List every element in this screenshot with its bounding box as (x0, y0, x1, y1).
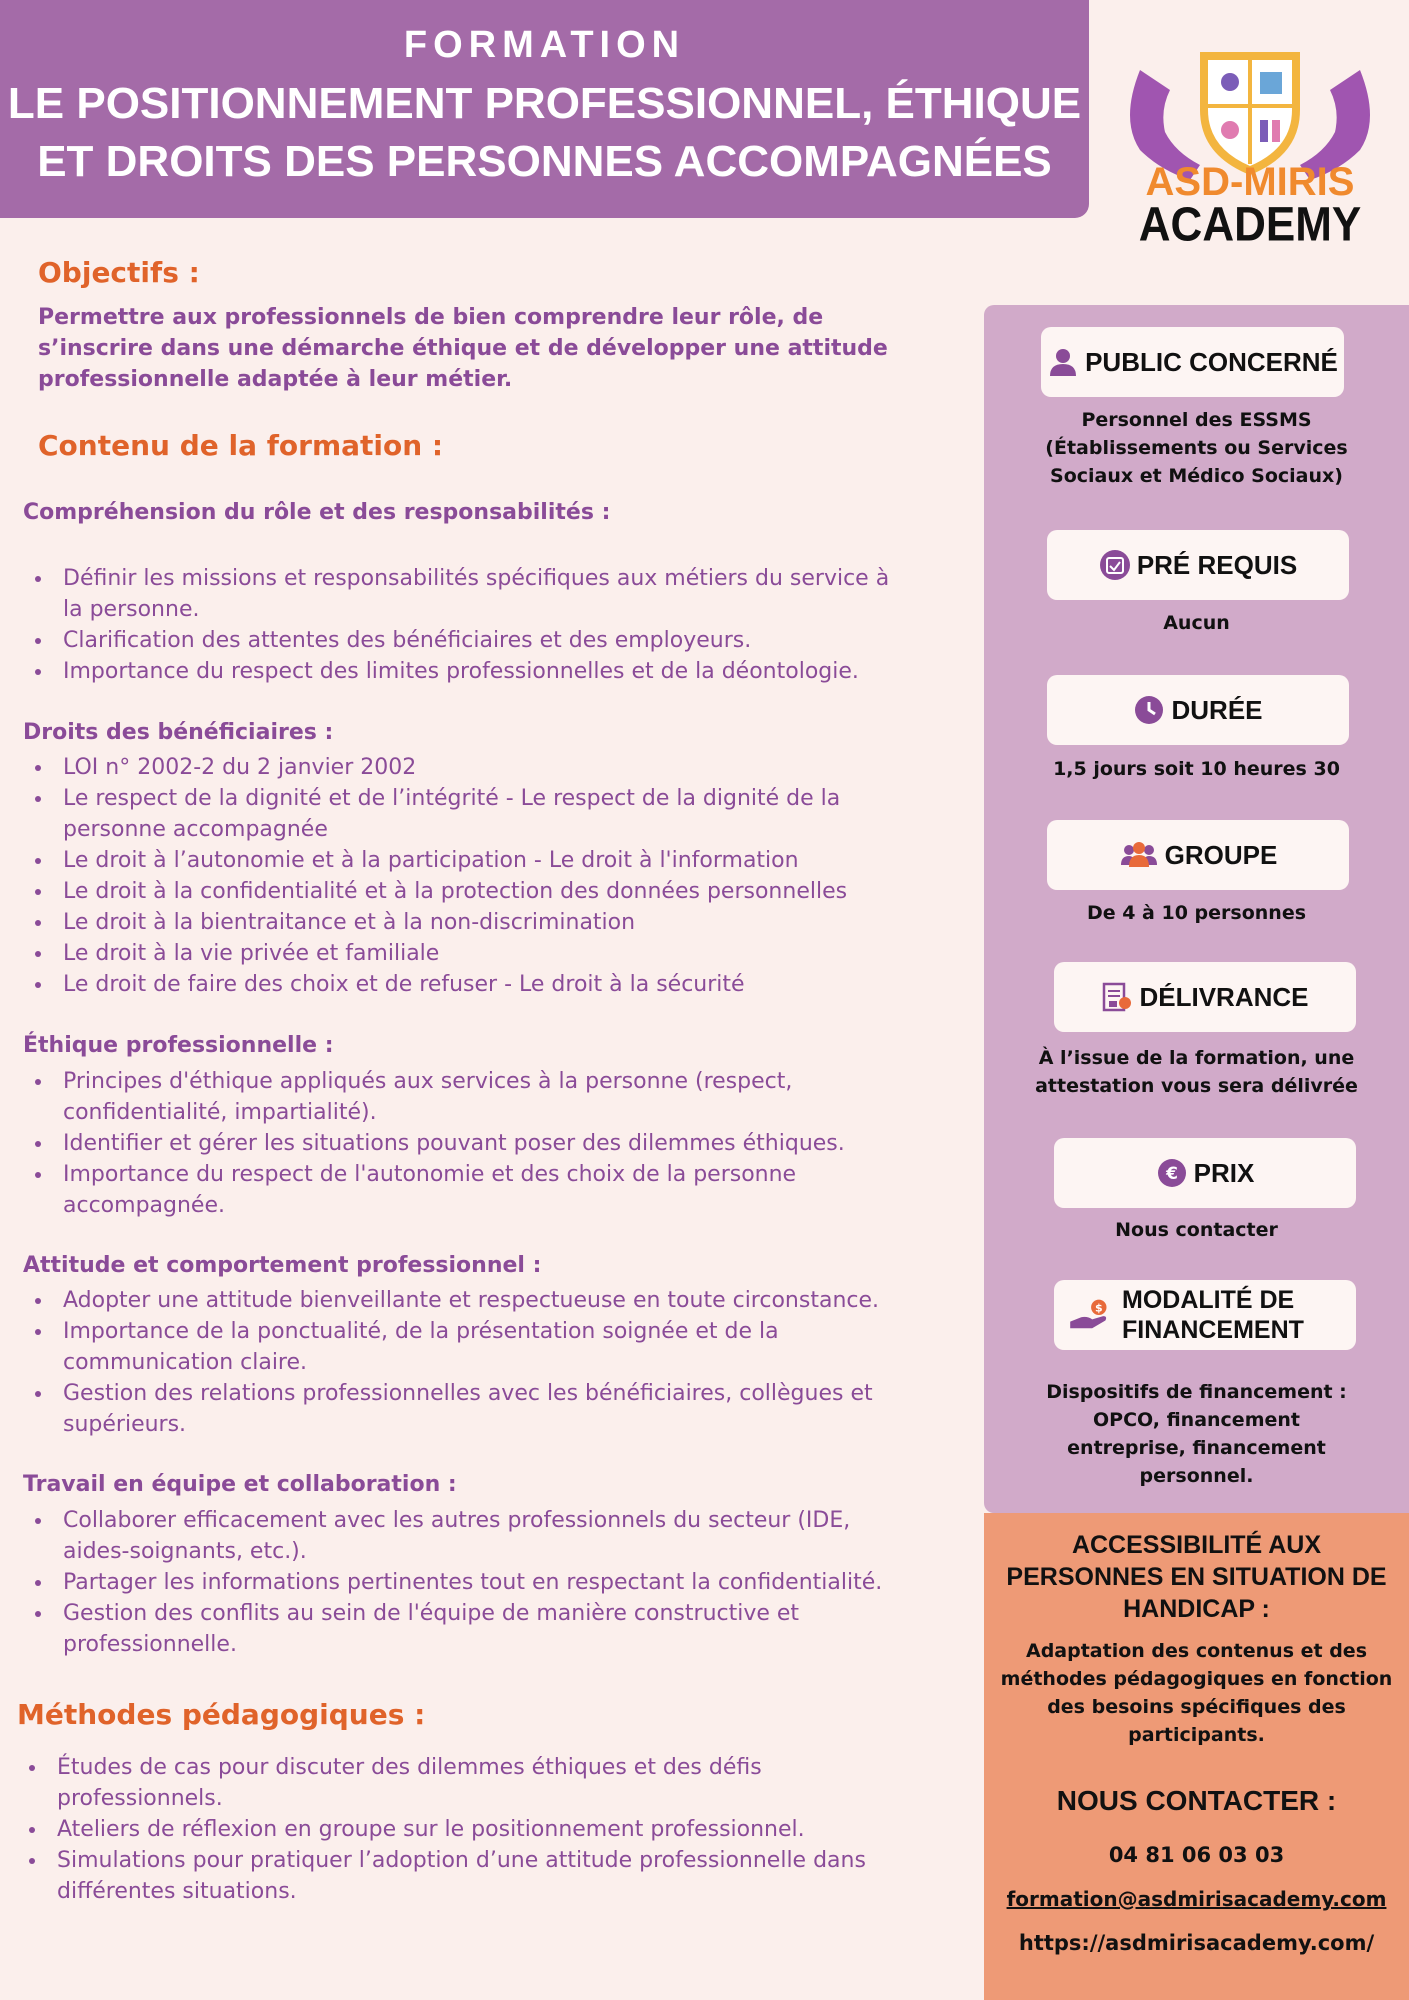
pill-label: DURÉE (1171, 694, 1263, 725)
section-title: Travail en équipe et collaboration : (23, 1472, 457, 1497)
list-item: Ateliers de réflexion en groupe sur le positionnement professionnel. (17, 1814, 957, 1845)
accessibility-title: ACCESSIBILITÉ AUX PERSONNES EN SITUATION DE HANDICAP : (1006, 1531, 1387, 1623)
prix-value: Nous contacter (1115, 1219, 1278, 1241)
section-title: Attitude et comportement professionnel : (23, 1253, 542, 1278)
euro-icon (1156, 1157, 1188, 1189)
public-value: Personnel des ESSMS (Établissements ou Services Sociaux et Médico Sociaux) (1045, 409, 1348, 487)
pill-public (1041, 327, 1344, 397)
methodes-heading: Méthodes pédagogiques : (17, 1698, 426, 1731)
certificate-icon (1101, 981, 1133, 1013)
objectifs-text (38, 302, 938, 395)
delivrance-value: À l’issue de la formation, une attestation vous sera délivrée (1035, 1047, 1358, 1097)
section-list (23, 1066, 963, 1221)
page-title (0, 75, 1089, 191)
list-item: Études de cas pour discuter des dilemmes éthiques et des défis professionnels. (17, 1752, 957, 1814)
svg-text:$: $ (1094, 1301, 1103, 1315)
list-item: Importance du respect de l'autonomie et des choix de la personne accompagnée. (23, 1159, 963, 1221)
contact-email-link[interactable]: formation@asdmirisacademy.com (1006, 1887, 1387, 1911)
objectifs-heading: Objectifs : (38, 256, 200, 289)
section-list (23, 1505, 963, 1660)
pill-label: PRIX (1193, 1157, 1255, 1188)
clock-icon (1133, 694, 1165, 726)
list-item: Adopter une attitude bienveillante et respectueuse en toute circonstance. (23, 1285, 963, 1316)
list-item: Le droit de faire des choix et de refuser - Le droit à la sécurité (23, 969, 963, 1000)
person-icon (1047, 346, 1079, 378)
pill-delivrance (1054, 962, 1356, 1032)
group-icon (1119, 839, 1159, 871)
list-item: Partager les informations pertinentes tout en respectant la confidentialité. (23, 1567, 963, 1598)
header-banner (0, 0, 1089, 218)
objectifs-line: s’inscrire dans une démarche éthique et de développer une attitude (38, 336, 888, 361)
section-list (23, 752, 963, 1000)
section-list (23, 1285, 963, 1440)
accessibility-contact-panel (984, 1513, 1409, 2000)
list-item: Le droit à la bientraitance et à la non-discrimination (23, 907, 963, 938)
pill-groupe (1047, 820, 1349, 890)
pill-label: MODALITÉ DE FINANCEMENT (1122, 1286, 1304, 1344)
list-item: Principes d'éthique appliqués aux services à la personne (respect, confidentialité, impartialité). (23, 1066, 963, 1128)
contenu-heading: Contenu de la formation : (38, 429, 444, 462)
contact-phone[interactable]: 04 81 06 03 03 (1108, 1843, 1285, 1867)
title-line-1: LE POSITIONNEMENT PROFESSIONNEL, ÉTHIQUE (7, 79, 1082, 128)
list-item: Définir les missions et responsabilités spécifiques aux métiers du service à la personne. (23, 563, 963, 625)
pill-label: PRÉ REQUIS (1136, 549, 1298, 580)
list-item: Le droit à la confidentialité et à la protection des données personnelles (23, 876, 963, 907)
pill-label: DÉLIVRANCE (1139, 981, 1309, 1012)
list-item: Clarification des attentes des bénéficiaires et des employeurs. (23, 625, 963, 656)
duree-value: 1,5 jours soit 10 heures 30 (1053, 758, 1340, 780)
list-item: Importance du respect des limites professionnelles et de la déontologie. (23, 656, 963, 687)
prerequis-value: Aucun (1163, 612, 1230, 634)
logo-text-academy: ACADEMY (1138, 197, 1362, 252)
section-title: Éthique professionnelle : (23, 1033, 334, 1058)
accessibility-text: Adaptation des contenus et des méthodes pédagogiques en fonction des besoins spécifiques des participants. (1000, 1640, 1393, 1746)
money-hand-icon (1068, 1297, 1112, 1333)
list-item: Le respect de la dignité et de l’intégrité - Le respect de la dignité de la personne accompagnée (23, 783, 963, 845)
section-title: Droits des bénéficiaires : (23, 720, 334, 745)
pill-label: GROUPE (1164, 839, 1278, 870)
section-list (23, 563, 963, 687)
list-item: Importance de la ponctualité, de la présentation soignée et de la communication claire. (23, 1316, 963, 1378)
objectifs-line: Permettre aux professionnels de bien comprendre leur rôle, de (38, 305, 824, 330)
list-item: Collaborer efficacement avec les autres professionnels du secteur (IDE, aides-soignants, etc.). (23, 1505, 963, 1567)
pill-prerequis (1047, 530, 1349, 600)
list-item: Gestion des conflits au sein de l'équipe de manière constructive et professionnelle. (23, 1598, 963, 1660)
svg-text:€: € (1165, 1164, 1178, 1184)
logo-text-asd-miris: ASD-MIRIS (1145, 160, 1355, 204)
list-item: Le droit à la vie privée et familiale (23, 938, 963, 969)
list-item: Le droit à l’autonomie et à la participation - Le droit à l'information (23, 845, 963, 876)
contact-heading: NOUS CONTACTER : (1056, 1785, 1337, 1816)
pill-duree (1047, 675, 1349, 745)
list-item: Simulations pour pratiquer l’adoption d’une attitude professionnelle dans différentes situations. (17, 1845, 957, 1907)
objectifs-line: professionnelle adaptée à leur métier. (38, 367, 513, 392)
section-title: Compréhension du rôle et des responsabilités : (23, 500, 611, 525)
financement-value: Dispositifs de financement : OPCO, financement entreprise, financement personnel. (1046, 1381, 1347, 1487)
list-item: LOI n° 2002-2 du 2 janvier 2002 (23, 752, 963, 783)
header-kicker: FORMATION (403, 24, 686, 66)
contact-website-link[interactable]: https://asdmirisacademy.com/ (1018, 1931, 1375, 1955)
pill-prix (1054, 1138, 1356, 1208)
list-item: Gestion des relations professionnelles avec les bénéficiaires, collègues et supérieurs. (23, 1378, 963, 1440)
calendar-check-icon (1099, 549, 1131, 581)
groupe-value: De 4 à 10 personnes (1086, 902, 1307, 924)
pill-label: PUBLIC CONCERNÉ (1085, 346, 1338, 377)
title-line-2: ET DROITS DES PERSONNES ACCOMPAGNÉES (37, 137, 1052, 186)
methodes-list (17, 1752, 957, 1907)
list-item: Identifier et gérer les situations pouvant poser des dilemmes éthiques. (23, 1128, 963, 1159)
pill-financement (1054, 1280, 1356, 1350)
